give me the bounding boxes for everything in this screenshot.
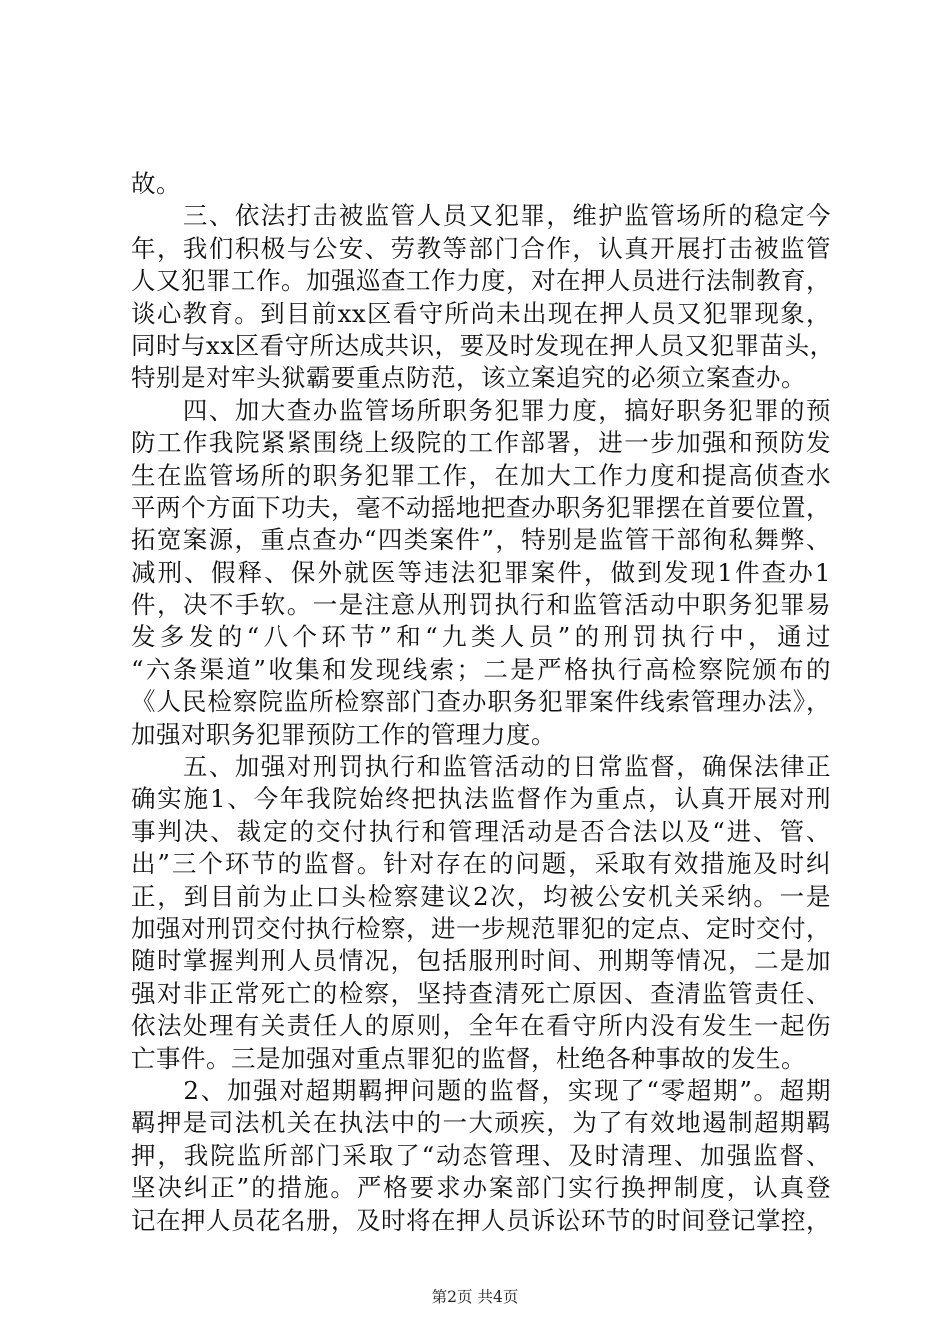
text-line: 记在押人员花名册，及时将在押人员诉讼环节的时间登记掌控， — [131, 1205, 831, 1235]
text-line: 减刑、假释、保外就医等违法犯罪案件，做到发现1件查办1 — [131, 557, 831, 587]
text-line: 五、加强对刑罚执行和监管活动的日常监督，确保法律正 — [131, 752, 831, 782]
text-line: 随时掌握判刑人员情况，包括服刑时间、刑期等情况，二是加 — [131, 946, 831, 976]
text-line: 羁押是司法机关在执法中的一大顽疾，为了有效地遏制超期羁 — [131, 1108, 831, 1138]
text-line: 故。 — [131, 169, 181, 198]
text-line: 人又犯罪工作。加强巡查工作力度，对在押人员进行法制教育， — [131, 266, 831, 296]
text-line: “六条渠道”收集和发现线索；二是严格执行高检察院颁布的 — [131, 654, 831, 684]
body-text — [131, 168, 835, 1237]
text-line: 同时与xx区看守所达成共识，要及时发现在押人员又犯罪苗头， — [131, 330, 835, 360]
text-line: 防工作我院紧紧围绕上级院的工作部署，进一步加强和预防发 — [131, 428, 831, 458]
text-line: 拓宽案源，重点查办“四类案件”，特别是监管干部徇私舞弊、 — [131, 525, 831, 555]
text-line: 四、加大查办监管场所职务犯罪力度，搞好职务犯罪的预 — [131, 395, 831, 425]
text-line: 加强对职务犯罪预防工作的管理力度。 — [131, 719, 556, 749]
text-line: 《人民检察院监所检察部门查办职务犯罪案件线索管理办法》， — [131, 687, 831, 717]
page-footer: 第2页 共4页 — [431, 1288, 519, 1306]
text-line: 事判决、裁定的交付执行和管理活动是否合法以及“进、管、 — [131, 816, 831, 846]
text-line: 三、依法打击被监管人员又犯罪，维护监管场所的稳定今 — [131, 201, 831, 231]
text-line: 谈心教育。到目前xx区看守所尚未出现在押人员又犯罪现象， — [131, 298, 831, 328]
text-line: 发多发的“八个环节”和“九类人员”的刑罚执行中，通过 — [131, 622, 831, 652]
text-line: 押，我院监所部门采取了“动态管理、及时清理、加强监督、 — [131, 1140, 831, 1170]
text-line: 生在监管场所的职务犯罪工作，在加大工作力度和提高侦查水 — [131, 460, 831, 490]
text-line: 特别是对牢头狱霸要重点防范，该立案追究的必须立案查办。 — [131, 363, 806, 393]
text-line: 2、加强对超期羁押问题的监督，实现了“零超期”。超期 — [131, 1075, 831, 1105]
text-line: 出”三个环节的监督。针对存在的问题，采取有效措施及时纠 — [131, 849, 831, 879]
text-line: 加强对刑罚交付执行检察，进一步规范罪犯的定点、定时交付， — [131, 913, 831, 943]
text-line: 平两个方面下功夫，毫不动摇地把查办职务犯罪摆在首要位置， — [131, 492, 831, 522]
text-line: 年，我们积极与公安、劳教等部门合作，认真开展打击被监管 — [131, 233, 831, 263]
text-line: 坚决纠正”的措施。严格要求办案部门实行换押制度，认真登 — [131, 1173, 831, 1203]
text-line: 正，到目前为止口头检察建议2次，均被公安机关采纳。一是 — [131, 881, 831, 911]
text-line: 件，决不手软。一是注意从刑罚执行和监管活动中职务犯罪易 — [131, 590, 831, 620]
text-line: 强对非正常死亡的检察，坚持查清死亡原因、查清监管责任、 — [131, 978, 831, 1008]
text-line: 亡事件。三是加强对重点罪犯的监督，杜绝各种事故的发生。 — [131, 1043, 806, 1073]
text-line: 确实施1、今年我院始终把执法监督作为重点，认真开展对刑 — [131, 784, 831, 814]
text-line: 依法处理有关责任人的原则，全年在看守所内没有发生一起伤 — [131, 1011, 831, 1041]
